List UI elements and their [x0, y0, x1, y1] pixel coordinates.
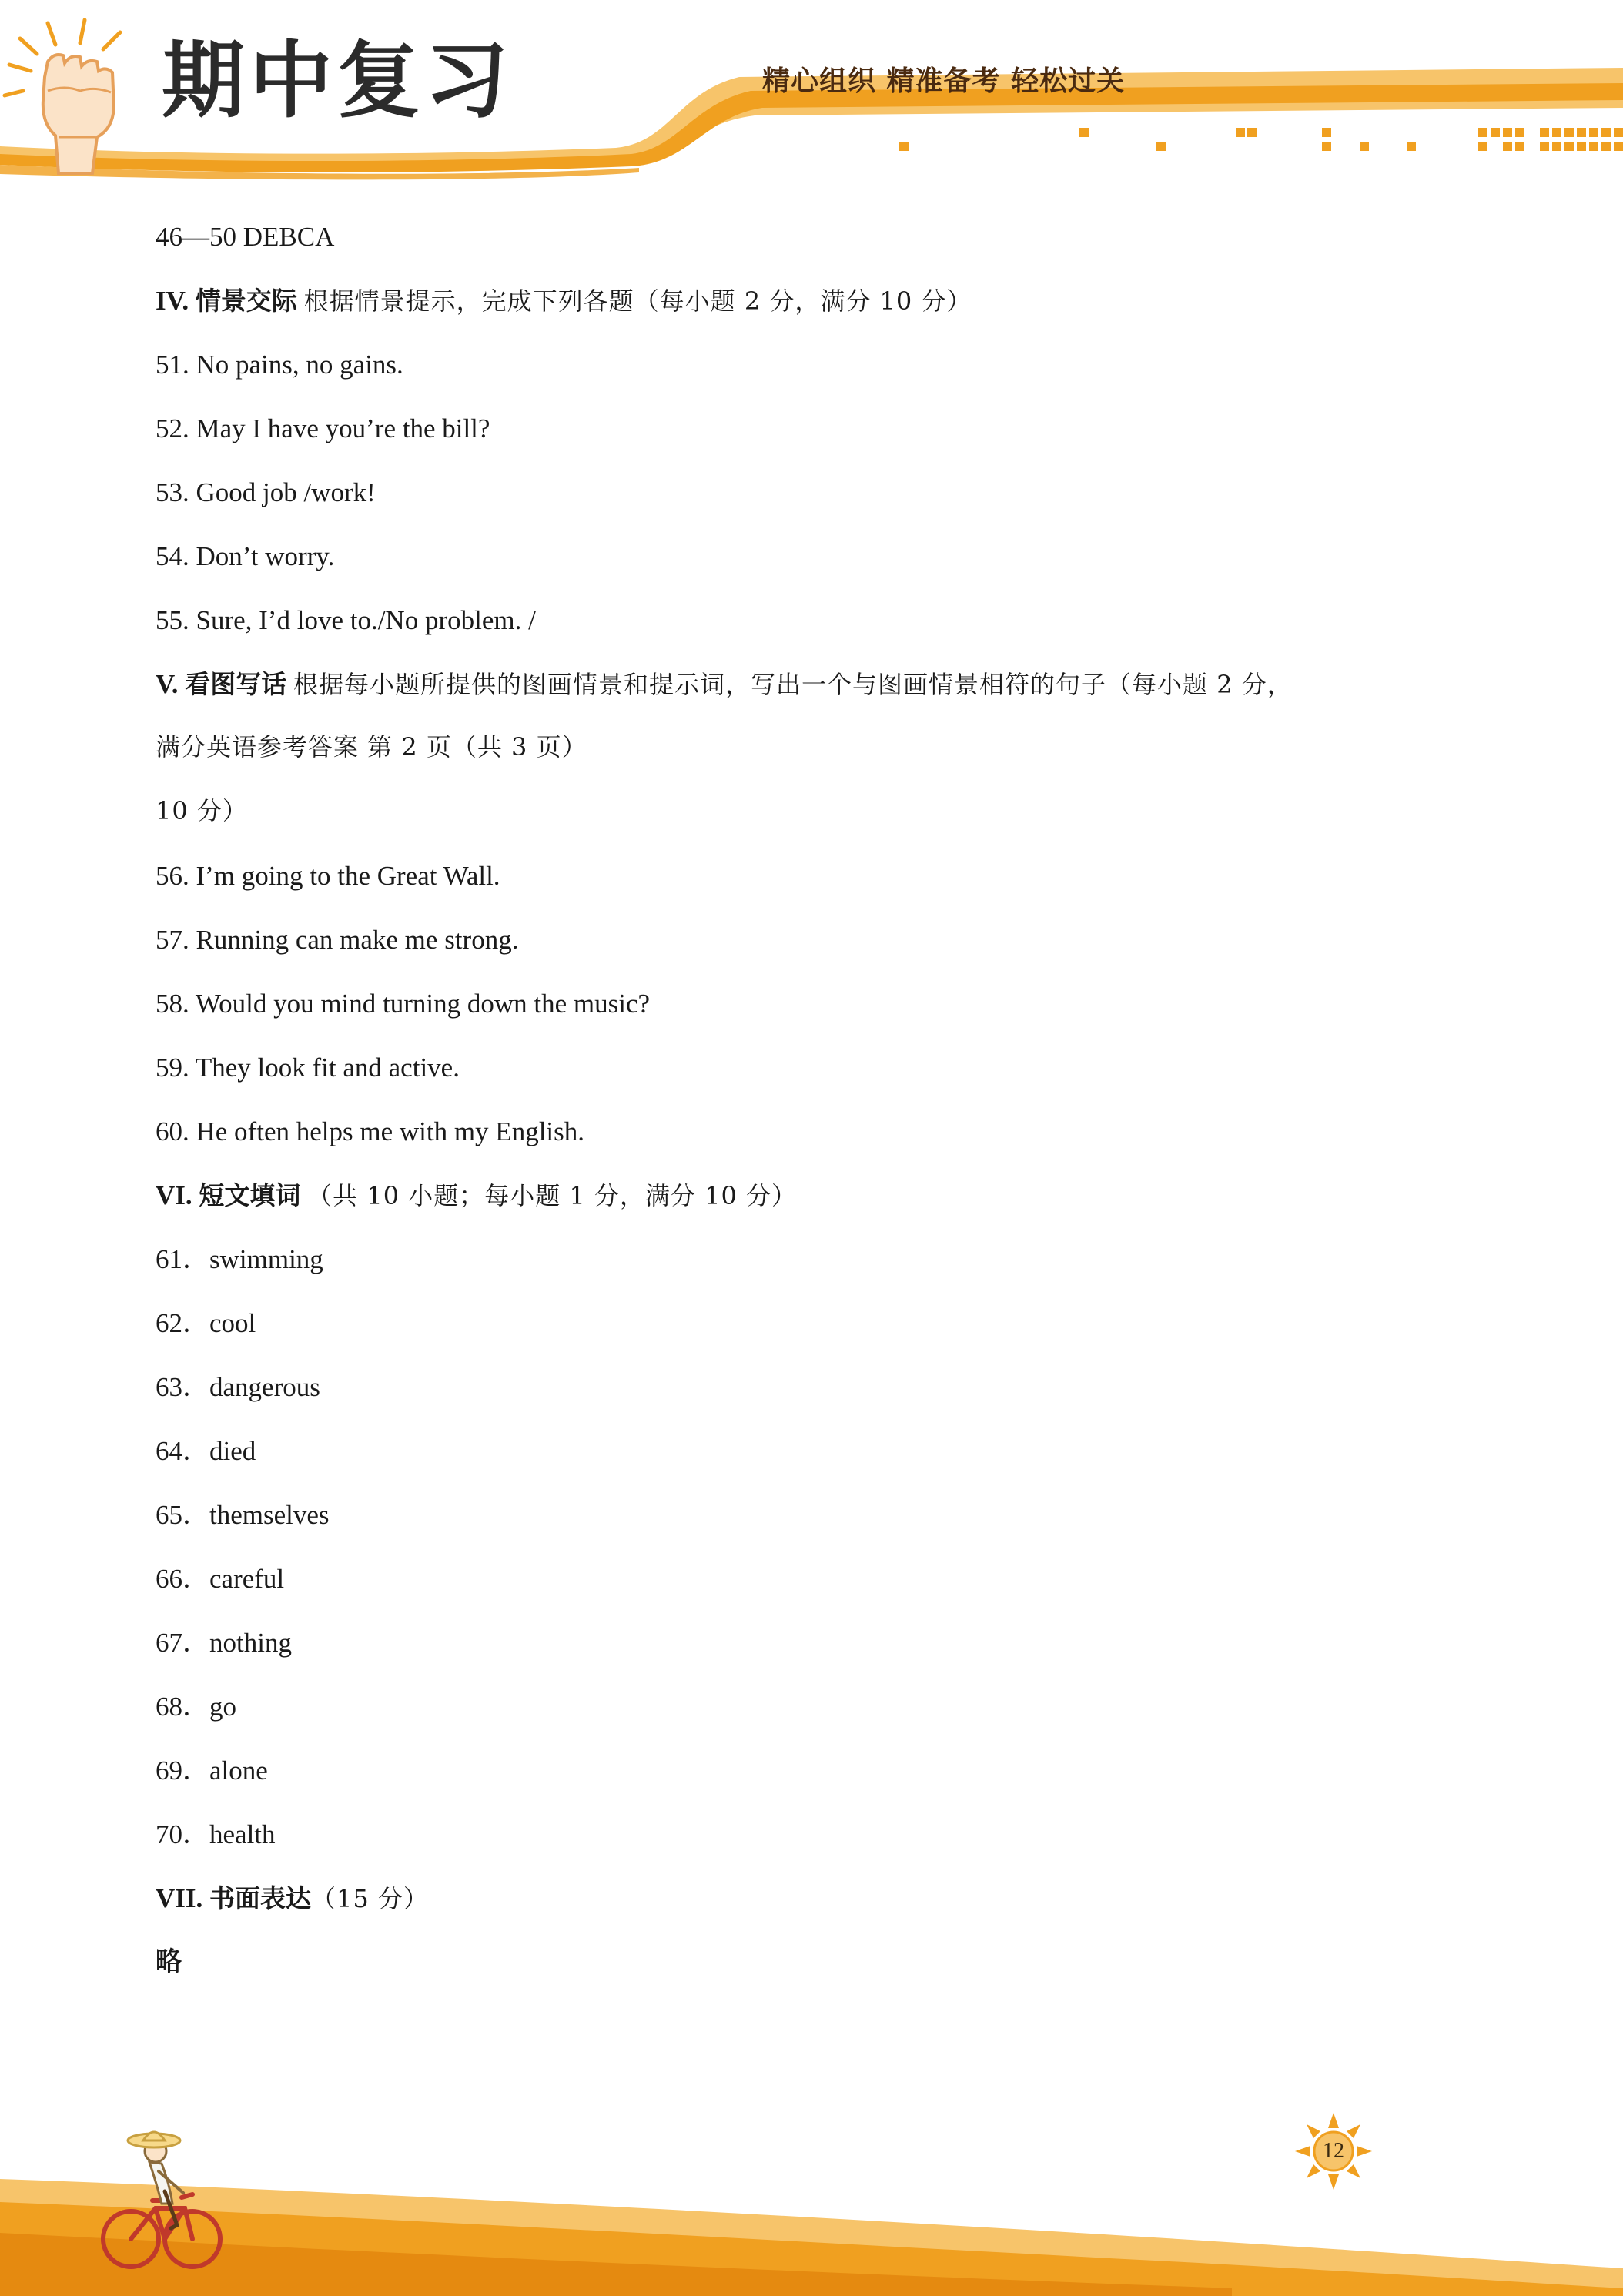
answer-line-59: 59. They look fit and active. [156, 1053, 460, 1083]
answer-line-55: 55. Sure, I’d love to./No problem. / [156, 605, 536, 635]
section-number: IV. [156, 286, 189, 316]
section-title: 情景交际 [195, 286, 297, 316]
answer-line-53: 53. Good job /work! [156, 477, 376, 507]
answer-line-58: 58. Would you mind turning down the music? [156, 989, 651, 1019]
answer-line-64: 64．died [156, 1436, 256, 1466]
answer-line-68: 68．go [156, 1692, 237, 1722]
answer-line-67: 67．nothing [156, 1628, 292, 1658]
section-number: VI. [156, 1180, 192, 1210]
answer-line-63: 63．dangerous [156, 1372, 320, 1402]
answer-line-51: 51. No pains, no gains. [156, 350, 403, 380]
answer-line-61: 61．swimming [156, 1244, 323, 1274]
answer-line-57: 57. Running can make me strong. [156, 925, 519, 955]
section-title: 书面表达 [209, 1883, 312, 1913]
section-iv-heading [156, 287, 972, 314]
page-footer-note: 满分英语参考答案 第 2 页（共 3 页） [156, 732, 587, 761]
footer-banner-graphic [0, 2110, 1623, 2296]
section-v-instructions-cont: 10 分） [156, 796, 248, 825]
section-instructions: （15 分） [311, 1884, 429, 1913]
section-v-heading [156, 671, 1293, 698]
header-title: 期中复习 [162, 33, 514, 129]
section-vii-heading [156, 1885, 429, 1912]
section-vi-heading [156, 1182, 797, 1209]
answer-line-54: 54. Don’t worry. [156, 541, 335, 571]
page-footer [0, 2110, 1623, 2296]
answer-line-66: 66．careful [156, 1564, 285, 1594]
page-header [0, 0, 1623, 185]
section-title: 看图写话 [185, 669, 287, 699]
answer-line-70: 70．health [156, 1819, 276, 1849]
answer-line-60: 60. He often helps me with my English. [156, 1116, 585, 1146]
decorative-squares [899, 128, 1623, 151]
header-slogan: 精心组织 精准备考 轻松过关 [762, 65, 1126, 97]
section-number: V. [156, 669, 179, 699]
page-number: 12 [1323, 2139, 1344, 2163]
section-vii-answer: 略 [156, 1946, 182, 1977]
section-title: 短文填词 [199, 1180, 301, 1210]
answer-line-69: 69．alone [156, 1755, 268, 1786]
section-instructions: （共 10 小题；每小题 1 分，满分 10 分） [307, 1181, 797, 1210]
answer-line-46-50: 46—50 DEBCA [156, 222, 335, 252]
answer-line-62: 62．cool [156, 1308, 256, 1338]
answer-line-52: 52. May I have you’re the bill? [156, 413, 490, 443]
answer-line-56: 56. I’m going to the Great Wall. [156, 861, 500, 891]
answer-line-65: 65．themselves [156, 1500, 330, 1530]
section-instructions: 根据情景提示，完成下列各题（每小题 2 分，满分 10 分） [303, 286, 972, 316]
section-instructions: 根据每小题所提供的图画情景和提示词，写出一个与图画情景相符的句子（每小题 2 分， [293, 670, 1293, 699]
section-number: VII. [156, 1883, 203, 1913]
